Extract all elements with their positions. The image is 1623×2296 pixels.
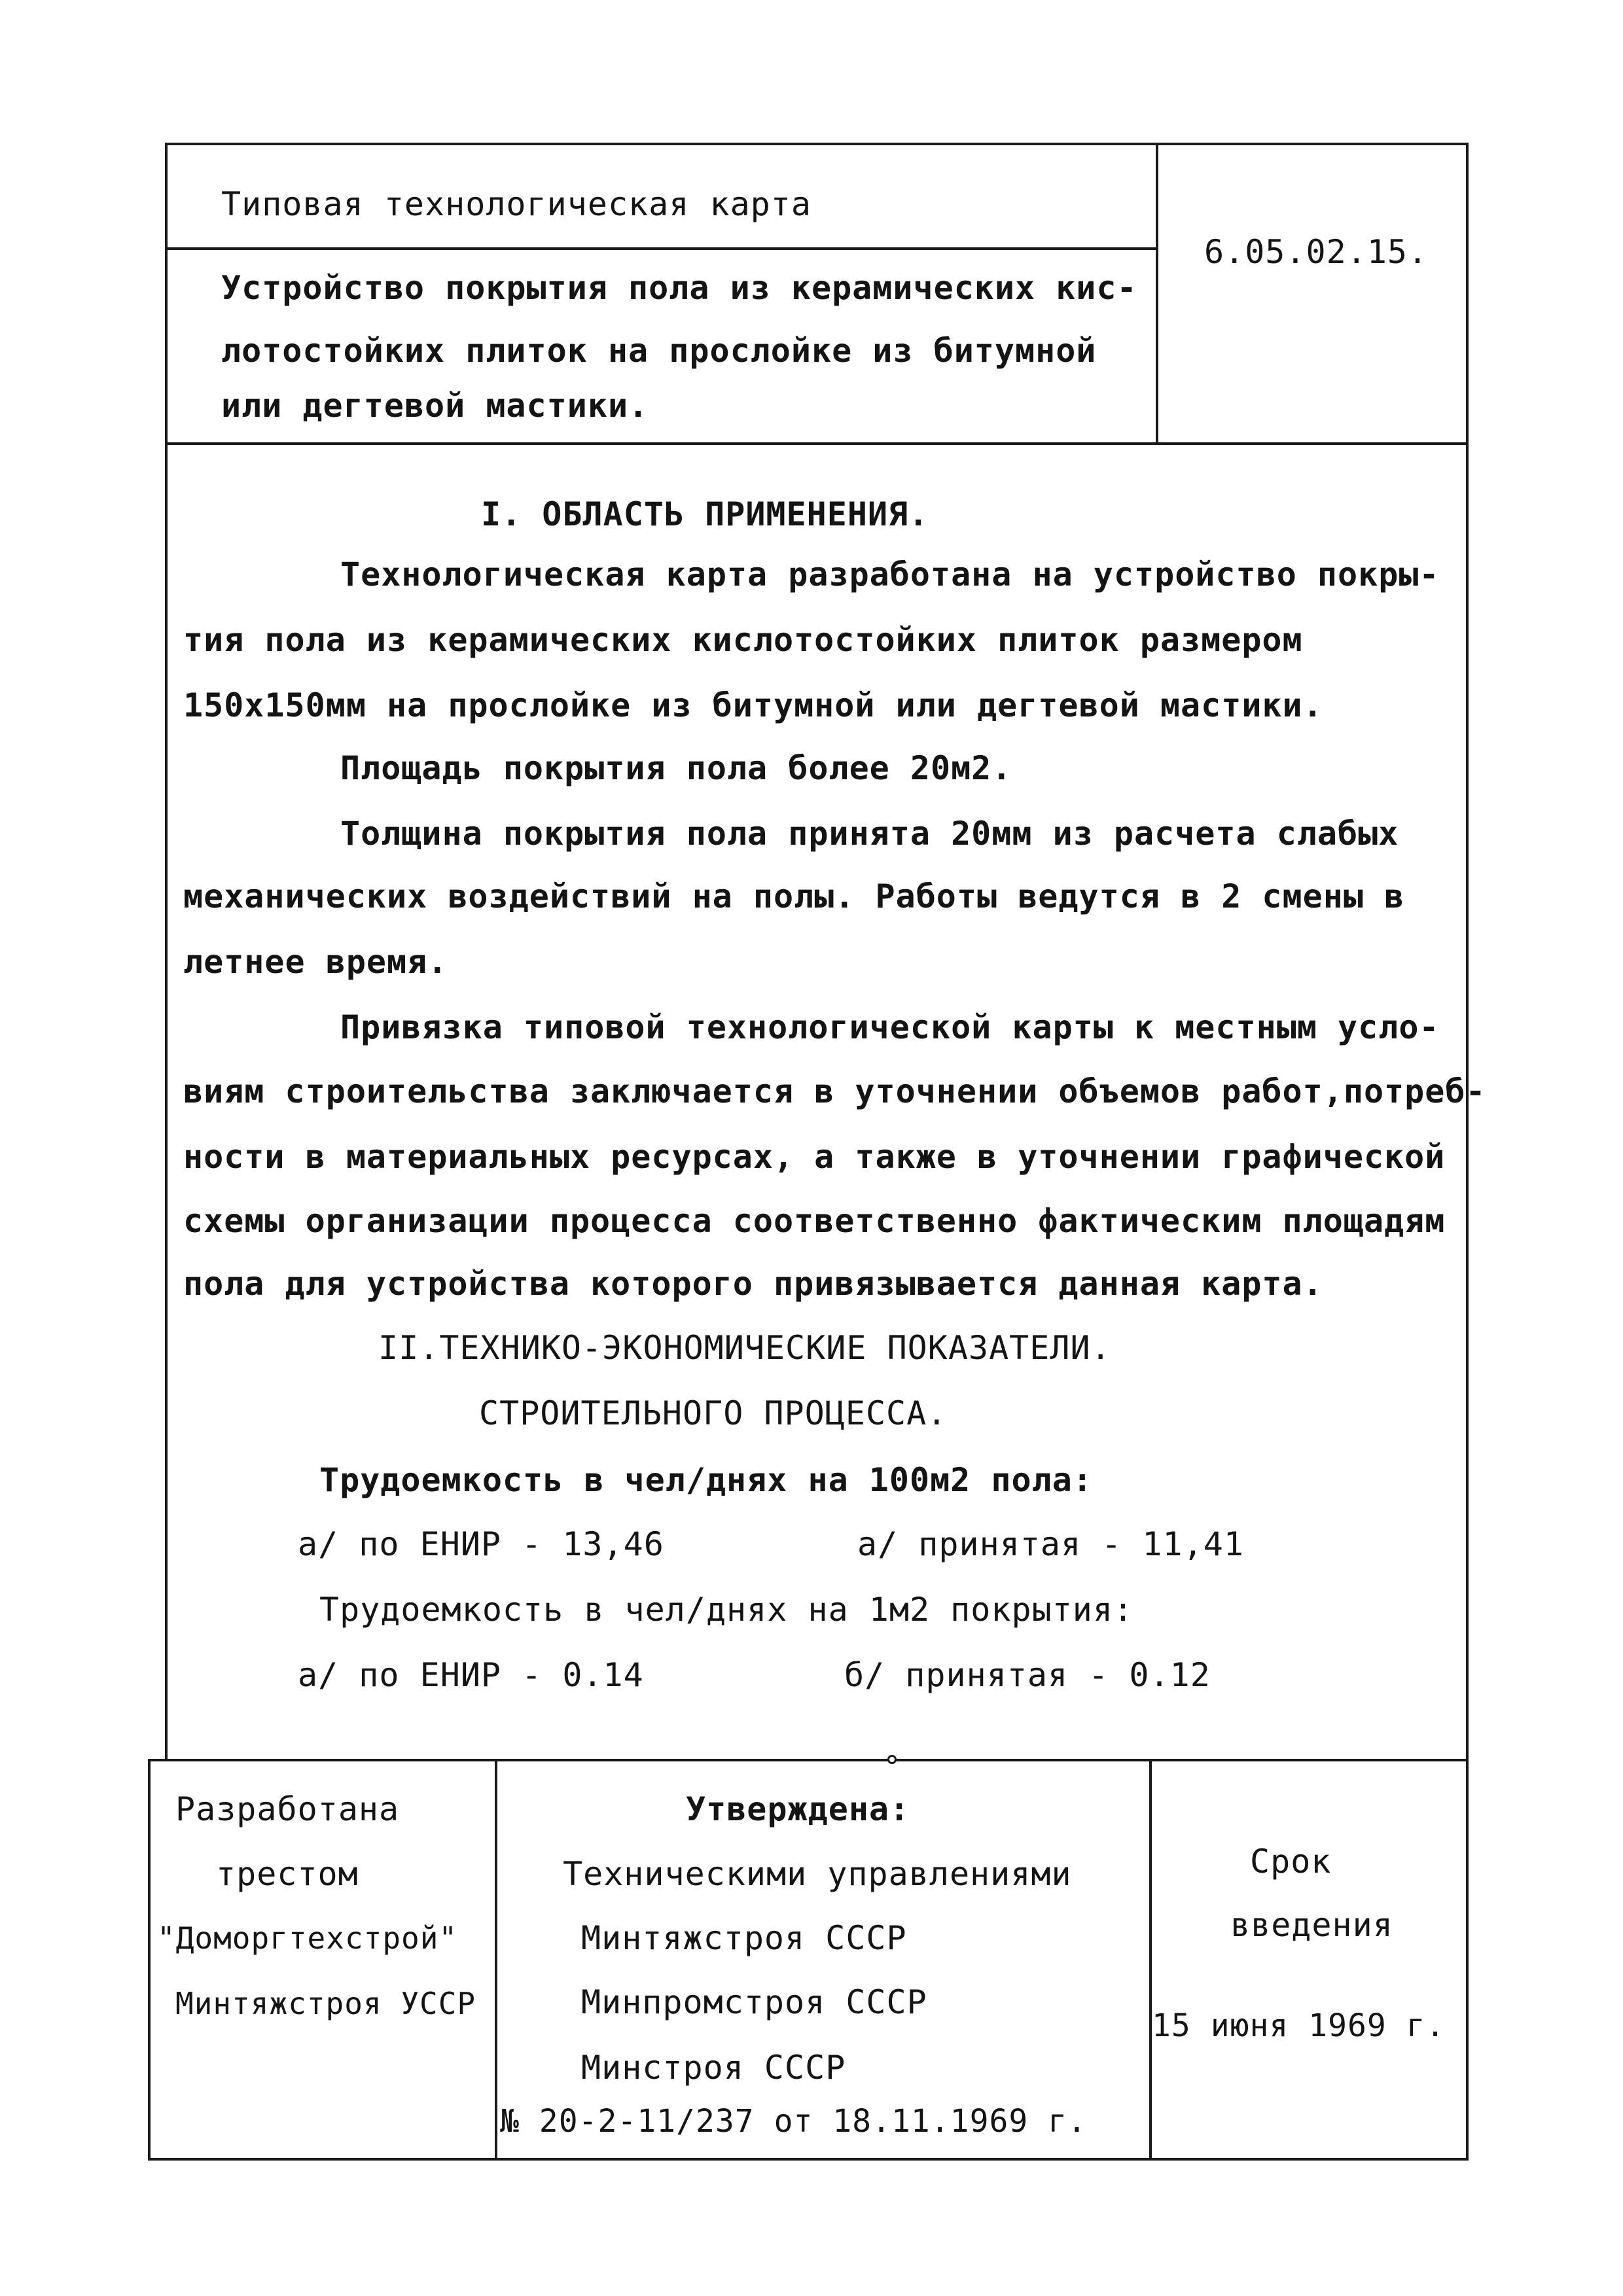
labor-100-accepted: а/ принятая - 11,41 — [857, 1525, 1244, 1563]
section1-line-5: Толщина покрытия пола принята 20мм из расчета слабых — [340, 815, 1399, 853]
header-divider-vertical — [1156, 143, 1158, 445]
section1-line-12: пола для устройства которого привязывается данная карта. — [183, 1265, 1323, 1303]
body-left-border — [165, 444, 168, 1760]
binding-hole-mark — [887, 1755, 897, 1764]
approved-line-1: Техническими управлениями — [563, 1855, 1072, 1893]
section1-line-4: Площадь покрытия пола более 20м2. — [340, 749, 1012, 787]
labor-100-label: Трудоемкость в чел/днях на 100м2 пола: — [319, 1461, 1093, 1499]
approved-line-2: Минтяжстроя СССР — [581, 1919, 907, 1957]
approved-line-3: Минпромстроя СССР — [581, 1983, 927, 2021]
doc-title-line-3: или дегтевой мастики. — [221, 387, 649, 425]
section1-line-8: Привязка типовой технологической карты к местным усло- — [340, 1008, 1440, 1046]
section1-heading: I. ОБЛАСТЬ ПРИМЕНЕНИЯ. — [481, 495, 929, 533]
developed-line-4: Минтяжстроя УССР — [175, 1986, 476, 2021]
developed-line-1: Разработана — [175, 1790, 400, 1828]
section1-line-7: летнее время. — [183, 943, 448, 981]
section2-heading-line-2: СТРОИТЕЛЬНОГО ПРОЦЕССА. — [479, 1394, 948, 1432]
footer-divider-2 — [1149, 1759, 1152, 2161]
approved-heading: Утверждена: — [686, 1790, 910, 1828]
doc-code: 6.05.02.15. — [1204, 233, 1429, 271]
section1-line-6: механических воздействий на полы. Работы ведутся в 2 смены в — [183, 877, 1405, 915]
section1-line-2: тия пола из керамических кислотостойких плиток размером — [183, 621, 1303, 659]
doc-title-line-1: Устройство покрытия пола из керамических кис- — [221, 269, 1137, 307]
term-date: 15 июня 1969 г. — [1152, 2007, 1446, 2044]
section1-line-9: виям строительства заключается в уточнении объемов работ,потреб- — [183, 1072, 1486, 1110]
section1-line-3: 150х150мм на прослойке из битумной или дегтевой мастики. — [183, 686, 1323, 724]
labor-100-enir: а/ по ЕНИР - 13,46 — [298, 1525, 664, 1563]
section2-heading-line-1: II.ТЕХНИКО-ЭКОНОМИЧЕСКИЕ ПОКАЗАТЕЛИ. — [378, 1329, 1111, 1367]
labor-1-accepted: б/ принятая - 0.12 — [844, 1656, 1211, 1694]
developed-line-2: трестом — [216, 1855, 359, 1893]
header-divider-horizontal — [165, 247, 1157, 250]
labor-1-enir: а/ по ЕНИР - 0.14 — [298, 1656, 644, 1694]
approved-line-4: Минстроя СССР — [581, 2049, 846, 2087]
approval-number: № 20-2-11/237 от 18.11.1969 г. — [500, 2103, 1087, 2140]
section1-line-10: ности в материальных ресурсах, а также в уточнении графической — [183, 1138, 1446, 1176]
developed-line-3: "Доморгтехстрой" — [157, 1920, 458, 1956]
doc-type: Типовая технологическая карта — [221, 185, 812, 223]
section1-line-11: схемы организации процесса соответственно фактическим площадям — [183, 1202, 1446, 1240]
footer-divider-1 — [495, 1759, 497, 2161]
doc-title-line-2: лотостойких плиток на прослойке из битумной — [221, 332, 1097, 370]
section1-line-1: Технологическая карта разработана на устройство покры- — [340, 556, 1440, 593]
term-label-line-2: введения — [1230, 1906, 1393, 1944]
term-label-line-1: Срок — [1250, 1843, 1332, 1881]
labor-1-label: Трудоемкость в чел/днях на 1м2 покрытия: — [319, 1591, 1134, 1629]
